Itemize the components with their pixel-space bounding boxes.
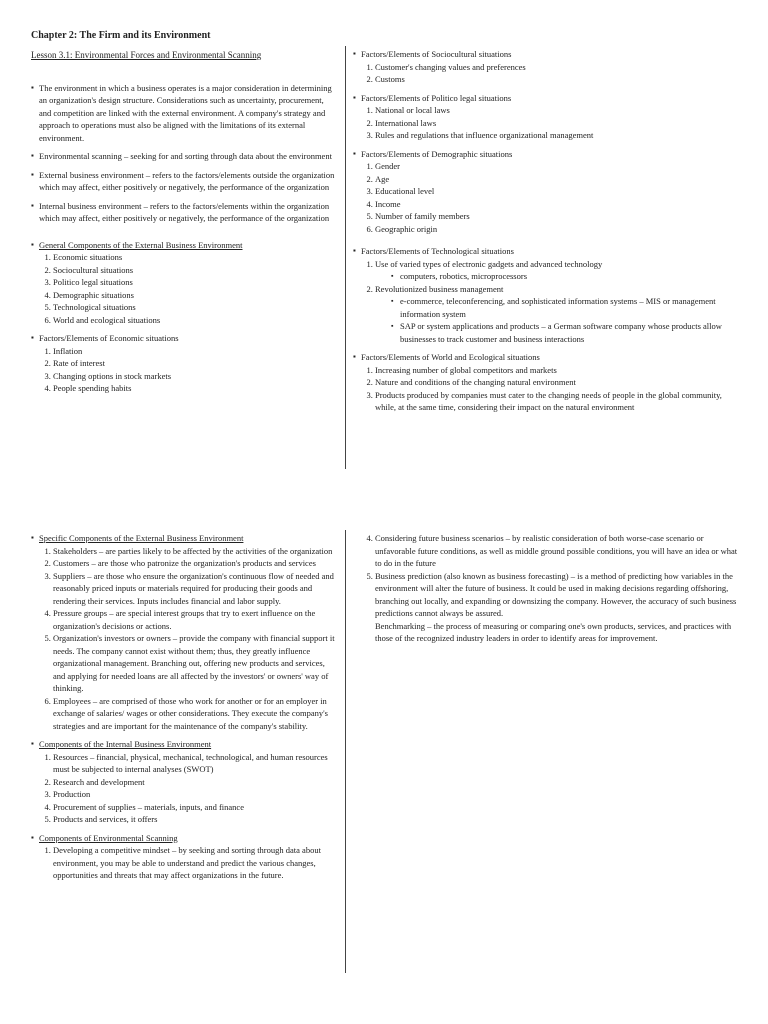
- list-item: 1. Customer's changing values and preferences: [375, 61, 743, 74]
- list-item: 4. Considering future business scenarios – by realistic consideration of both worse-case scenario or unfavorable future conditions, as well as middle ground possible conditions, you will have an idea or what to do in the future: [375, 532, 743, 570]
- sub-list: [375, 270, 743, 283]
- intro-paragraph: ▪ The environment in which a business operates is a major consideration in determining an organization's design structure. Considerations such as uncertainty, procurement, and competition are linked with the external environment. A company's strategy and approach to operations must also be aligned with the limitations of its external environment.: [31, 82, 338, 145]
- benchmarking-paragraph: Benchmarking – the process of measuring or comparing one's own products, services, and practices with those of the recognized industry leaders in order to identify areas for improvement.: [375, 620, 732, 643]
- list-item: 6. World and ecological situations: [53, 314, 338, 327]
- list-item: 1. Increasing number of global competitors and markets: [375, 364, 743, 377]
- list-item: 3. Rules and regulations that influence organizational management: [375, 129, 743, 142]
- general-components-heading: ▪ General Components of the External Business Environment: [31, 239, 338, 252]
- sub-list: [375, 295, 743, 345]
- list-item: 1. National or local laws: [375, 104, 743, 117]
- environmental-scanning-definition: ▪ Environmental scanning – seeking for and sorting through data about the environment: [31, 150, 338, 163]
- chapter-title: Chapter 2: The Firm and its Environment: [31, 30, 211, 41]
- list-item: 1. Developing a competitive mindset – by seeking and sorting through data about environment, you may be able to understand and predict the various changes, opportunities and threats that may affect organizations in the future.: [53, 844, 338, 882]
- list-item: 4. Demographic situations: [53, 289, 338, 302]
- list-item-text: Revolutionized business management: [375, 283, 504, 294]
- general-components-list: [31, 251, 338, 326]
- list-item: 5. Number of family members: [375, 210, 743, 223]
- demographic-list: [353, 160, 743, 235]
- list-item: 1. Inflation: [53, 345, 338, 358]
- politico-list: [353, 104, 743, 142]
- list-item: 2. Age: [375, 173, 743, 186]
- world-list: [353, 364, 743, 414]
- list-item: 4. Procurement of supplies – materials, inputs, and finance: [53, 801, 338, 814]
- sub-list-item: ▪ SAP or system applications and products – a German software company whose products allow businesses to track customer and business interactions: [391, 320, 743, 345]
- economic-heading: ▪ Factors/Elements of Economic situations: [31, 332, 338, 345]
- sub-list-item: ▪ computers, robotics, microprocessors: [391, 270, 743, 283]
- specific-components-list: [31, 545, 338, 733]
- list-item: 3. Suppliers – are those who ensure the organization's continuous flow of needed and reasonably priced inputs or materials required for producing their goods and rendering their services. Inputs includes financial and labor supply.: [53, 570, 338, 608]
- scanning-heading: ▪ Components of Environmental Scanning: [31, 832, 338, 845]
- list-item: 1. Gender: [375, 160, 743, 173]
- list-item: 5. Technological situations: [53, 301, 338, 314]
- list-item: 2. International laws: [375, 117, 743, 130]
- column-divider-bottom: [345, 530, 346, 973]
- list-item: [375, 258, 743, 283]
- list-item: 2. Nature and conditions of the changing natural environment: [375, 376, 743, 389]
- internal-components-heading: ▪ Components of the Internal Business Environment: [31, 738, 338, 751]
- list-item: 3. Production: [53, 788, 338, 801]
- list-item: 3. Politico legal situations: [53, 276, 338, 289]
- sociocultural-heading: ▪ Factors/Elements of Sociocultural situations: [353, 48, 743, 61]
- technological-heading: ▪ Factors/Elements of Technological situations: [353, 245, 743, 258]
- list-item-text: Use of varied types of electronic gadgets and advanced technology: [375, 258, 603, 269]
- top-right-column: [353, 48, 743, 414]
- world-heading: ▪ Factors/Elements of World and Ecological situations: [353, 351, 743, 364]
- list-item: 5. Products and services, it offers: [53, 813, 338, 826]
- internal-components-list: [31, 751, 338, 826]
- column-divider-top: [345, 46, 346, 469]
- list-item: 3. Products produced by companies must cater to the changing needs of people in the global community, while, at the same time, considering their impact on the natural environment: [375, 389, 743, 414]
- internal-environment-definition: ▪ Internal business environment – refers to the factors/elements within the organization which may affect, either positively or negatively, the performance of the organization: [31, 200, 338, 225]
- list-item: 2. Sociocultural situations: [53, 264, 338, 277]
- technological-list: [353, 258, 743, 346]
- list-item: 4. Income: [375, 198, 743, 211]
- demographic-heading: ▪ Factors/Elements of Demographic situations: [353, 148, 743, 161]
- sociocultural-list: [353, 61, 743, 86]
- list-item: 6. Geographic origin: [375, 223, 743, 236]
- external-environment-definition: ▪ External business environment – refers to the factors/elements outside the organization which may affect, either positively or negatively, the performance of the organization: [31, 169, 338, 194]
- list-item: 4. People spending habits: [53, 382, 338, 395]
- top-left-column: [31, 49, 338, 395]
- specific-components-heading: ▪ Specific Components of the External Business Environment: [31, 532, 338, 545]
- list-item: [375, 283, 743, 346]
- list-item: 5. Organization's investors or owners – provide the company with financial support it needs. The company cannot exist without them; thus, they greatly influence organizational management. Branching out, offering new products and services, and applying for needed loans are all affected by the investors' or owners' way of thinking.: [53, 632, 338, 695]
- list-item: 1. Economic situations: [53, 251, 338, 264]
- list-item: 2. Customers – are those who patronize the organization's products and services: [53, 557, 338, 570]
- list-item: 3. Changing options in stock markets: [53, 370, 338, 383]
- scanning-list-continued: [353, 532, 743, 620]
- list-item: 4. Pressure groups – are special interest groups that try to exert influence on the organization's decisions or actions.: [53, 607, 338, 632]
- list-item: 5. Business prediction (also known as business forecasting) – is a method of predicting how variables in the environment will alter the future of business. It could be used in making decisions regarding offshoring, branching out locally, and expanding or downsizing the company. However, the accuracy of such business predictions cannot always be assured.: [375, 570, 743, 620]
- list-item: 3. Educational level: [375, 185, 743, 198]
- list-item: 2. Rate of interest: [53, 357, 338, 370]
- lesson-title: Lesson 3.1: Environmental Forces and Environmental Scanning: [31, 50, 262, 60]
- list-item: 2. Customs: [375, 73, 743, 86]
- bottom-left-column: [31, 532, 338, 882]
- economic-list: [31, 345, 338, 395]
- scanning-list: [31, 844, 338, 882]
- list-item: 6. Employees – are comprised of those who work for another or for an employer in exchange of salaries/ wages or other considerations. They execute the company's strategies and are important for the maintenance of the company's stability.: [53, 695, 338, 733]
- bottom-right-column: [353, 532, 743, 645]
- list-item: 1. Stakeholders – are parties likely to be affected by the activities of the organization: [53, 545, 338, 558]
- politico-heading: ▪ Factors/Elements of Politico legal situations: [353, 92, 743, 105]
- sub-list-item: ▪ e-commerce, teleconferencing, and sophisticated information systems – MIS or management information system: [391, 295, 743, 320]
- list-item: 1. Resources – financial, physical, mechanical, technological, and human resources must be subjected to internal analyses (SWOT): [53, 751, 338, 776]
- list-item: 2. Research and development: [53, 776, 338, 789]
